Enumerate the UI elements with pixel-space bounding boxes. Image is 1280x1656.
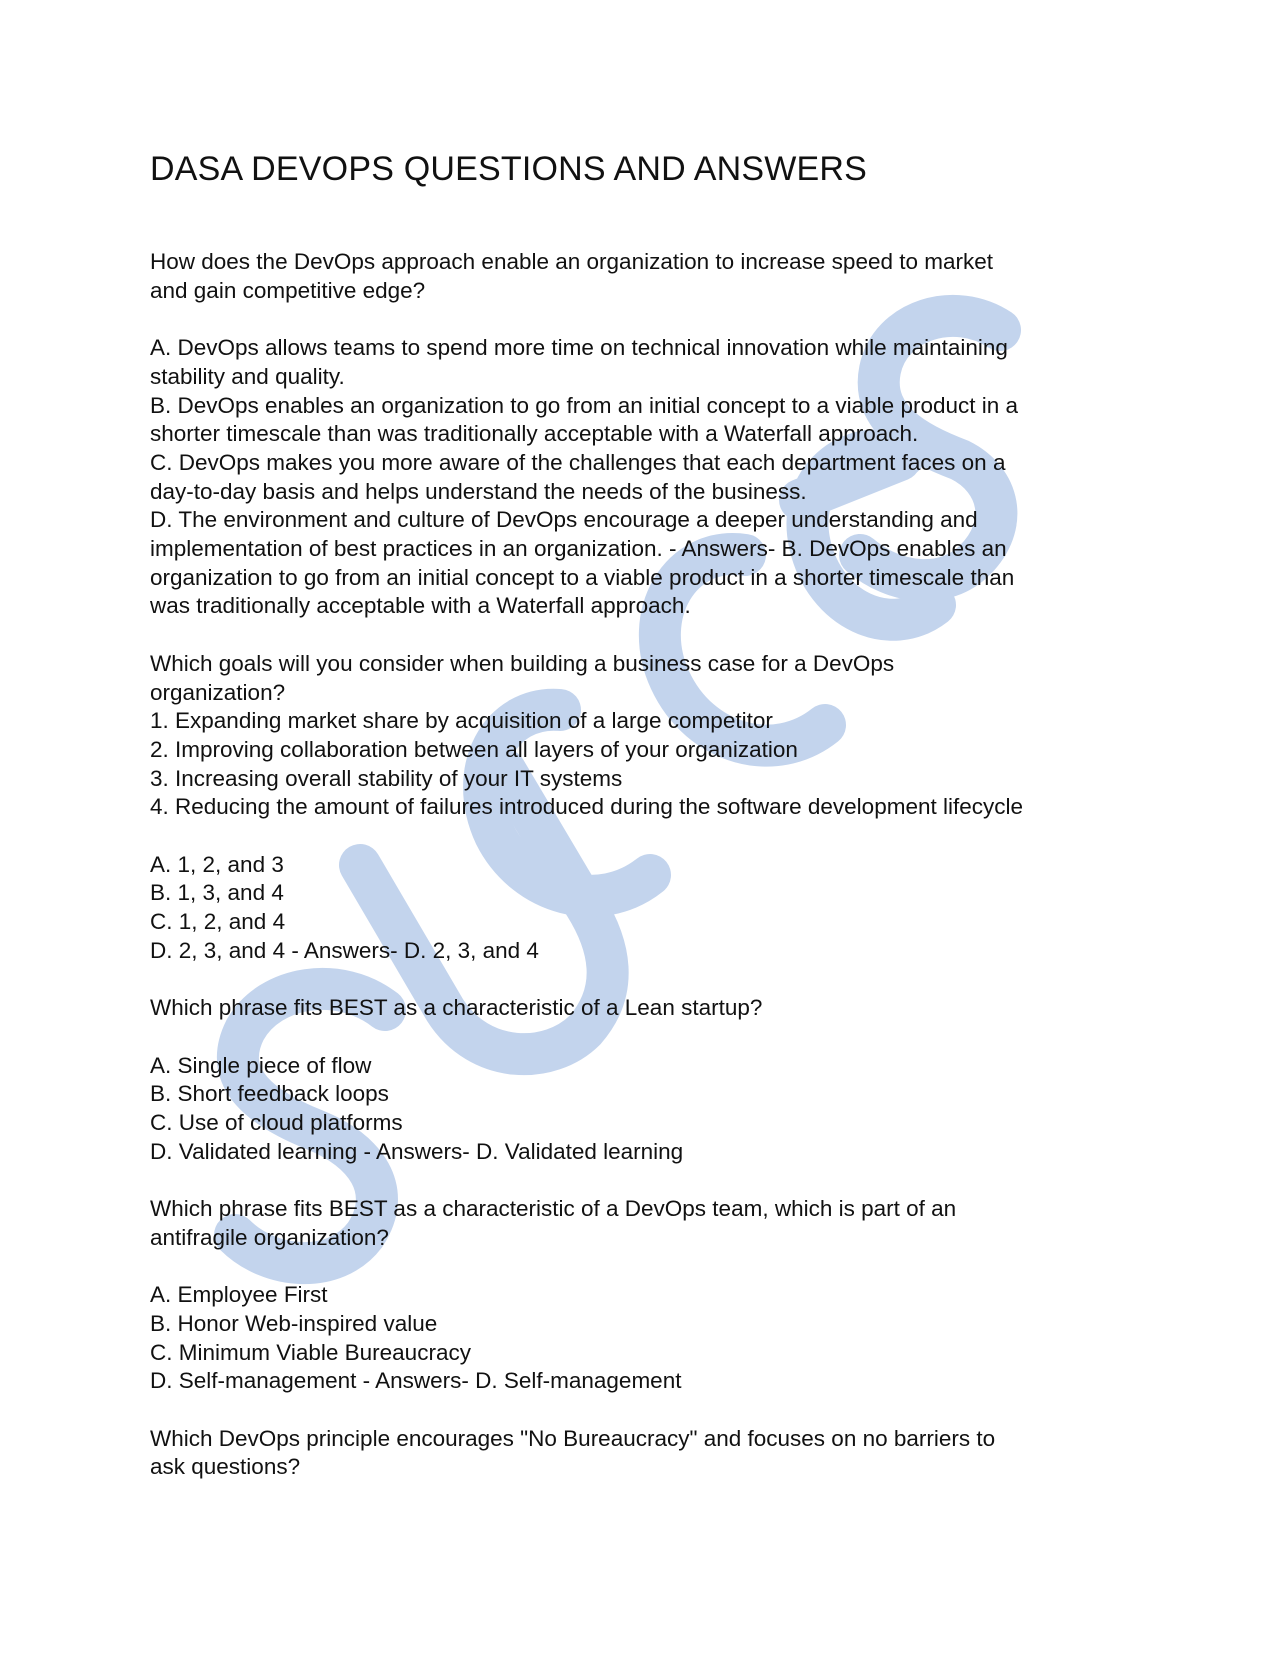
question-block: [150, 1195, 1130, 1396]
answer-option: C. Use of cloud platforms: [150, 1110, 403, 1136]
question-text: ask questions?: [150, 1454, 301, 1480]
question-text: Which goals will you consider when building a business case for a DevOps: [150, 650, 895, 676]
answer-option: B. DevOps enables an organization to go from an initial concept to a viable product in a: [150, 392, 1019, 418]
answer-option: implementation of best practices in an organization. - Answers- B. DevOps enables an: [150, 536, 1007, 562]
answer-option: D. Validated learning - Answers- D. Validated learning: [150, 1138, 684, 1164]
answer-option: A. 1, 2, and 3: [150, 851, 284, 877]
answer-option: C. 1, 2, and 4: [150, 909, 286, 935]
question-text: 4. Reducing the amount of failures introduced during the software development lifecycle: [150, 794, 1024, 820]
question-text: Which phrase fits BEST as a characteristic of a Lean startup?: [150, 995, 763, 1021]
answer-option: A. DevOps allows teams to spend more time on technical innovation while maintaining: [150, 335, 1008, 361]
answer-option: D. 2, 3, and 4 - Answers- D. 2, 3, and 4: [150, 937, 539, 963]
answer-option: was traditionally acceptable with a Waterfall approach.: [150, 593, 691, 619]
question-block: [150, 994, 1130, 1166]
question-block: [150, 650, 1130, 966]
answer-option: B. 1, 3, and 4: [150, 880, 284, 906]
answer-option: D. Self-management - Answers- D. Self-management: [150, 1368, 682, 1394]
question-text: 2. Improving collaboration between all layers of your organization: [150, 736, 798, 762]
answer-option: B. Short feedback loops: [150, 1081, 389, 1107]
answer-option: A. Single piece of flow: [150, 1052, 372, 1078]
answer-option: stability and quality.: [150, 363, 345, 389]
question-text: Which DevOps principle encourages "No Bureaucracy" and focuses on no barriers to: [150, 1425, 996, 1451]
question-text: and gain competitive edge?: [150, 277, 426, 303]
answer-option: D. The environment and culture of DevOps encourage a deeper understanding and: [150, 507, 978, 533]
answer-option: day-to-day basis and helps understand the needs of the business.: [150, 478, 807, 504]
question-text: organization?: [150, 679, 286, 705]
question-text: 1. Expanding market share by acquisition of a large competitor: [150, 708, 773, 734]
question-block: [150, 1425, 1130, 1482]
question-text: 3. Increasing overall stability of your IT systems: [150, 765, 623, 791]
document-title: DASA DEVOPS QUESTIONS AND ANSWERS: [150, 150, 867, 188]
answer-option: A. Employee First: [150, 1282, 328, 1308]
question-text: How does the DevOps approach enable an organization to increase speed to market: [150, 249, 994, 274]
question-block: [150, 248, 1130, 621]
answer-option: shorter timescale than was traditionally acceptable with a Waterfall approach.: [150, 421, 919, 447]
answer-option: B. Honor Web-inspired value: [150, 1310, 438, 1336]
document-body: [150, 248, 1130, 1482]
question-text: Which phrase fits BEST as a characteristic of a DevOps team, which is part of an: [150, 1196, 957, 1222]
answer-option: organization to go from an initial concept to a viable product in a shorter timescale than: [150, 564, 1015, 590]
answer-option: C. Minimum Viable Bureaucracy: [150, 1339, 471, 1365]
question-text: antifragile organization?: [150, 1224, 389, 1250]
answer-option: C. DevOps makes you more aware of the challenges that each department faces on a: [150, 449, 1006, 475]
